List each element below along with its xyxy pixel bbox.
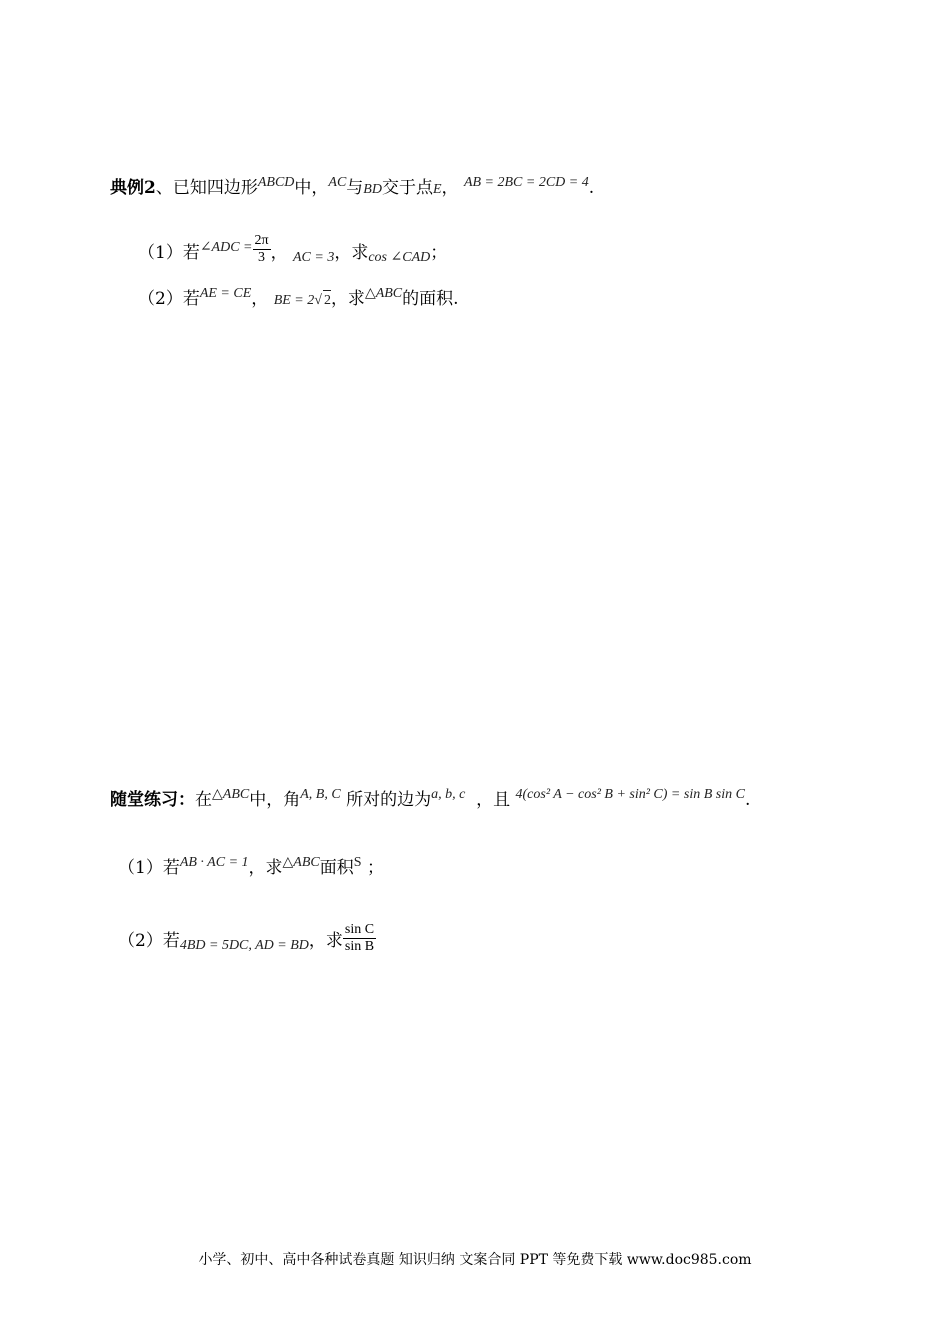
math-ab-equation: AB = 2BC = 2CD = 4 xyxy=(463,175,589,190)
math-triangle-abc: △ABC xyxy=(212,787,250,802)
fraction-numerator: sin C xyxy=(344,922,375,937)
practice-q1-number: （1）若 xyxy=(118,858,180,878)
question-2-text-2: ，求 xyxy=(330,289,365,309)
practice-q1-text-1: ，求 xyxy=(248,858,283,878)
example-label: 典例2 xyxy=(110,178,156,198)
fraction-sinc-sinb xyxy=(343,922,376,955)
practice-line xyxy=(110,787,751,812)
question-2-number: （2）若 xyxy=(138,289,200,309)
example-text-2: 中， xyxy=(294,178,329,198)
question-1-line xyxy=(138,233,448,270)
math-triangle-abc: △ABC xyxy=(364,286,403,301)
practice-q2-number: （2）若 xyxy=(118,931,180,951)
practice-q2-text-1: ，求 xyxy=(308,931,343,951)
example-text-5: ， xyxy=(441,178,459,198)
math-be: BE = 2 xyxy=(273,293,315,308)
footer-text: 小学、初中、高中各种试卷真题 知识归纳 文案合同 PPT 等免费下载 www.doc985.com xyxy=(198,1252,752,1268)
math-s: S xyxy=(353,855,362,870)
math-angle-adc: ∠ADC = xyxy=(199,240,253,255)
math-sides-abc: a, b, c xyxy=(431,787,466,802)
math-bd: BD xyxy=(363,182,382,197)
math-e: E xyxy=(432,182,442,197)
practice-q1-text-3: ； xyxy=(366,858,384,878)
fraction-numerator: 2π xyxy=(254,233,269,248)
example-sep: 、 xyxy=(155,178,173,198)
math-sqrt-radicand: 2 xyxy=(323,290,331,311)
fraction-2pi-3 xyxy=(253,233,271,266)
practice-q1-line xyxy=(118,855,384,880)
math-ac: AC xyxy=(328,175,347,190)
question-1-number: （1）若 xyxy=(138,243,200,263)
math-dot-product: AB · AC = 1 xyxy=(179,855,249,870)
math-ac-3: AC = 3 xyxy=(293,250,335,265)
question-2-text-1: ， xyxy=(251,289,269,309)
practice-text-3: 所对的边为 xyxy=(346,790,432,810)
math-ae-ce: AE = CE xyxy=(199,286,252,301)
math-abcd: ABCD xyxy=(257,175,295,190)
math-trig-equation: 4(cos² A − cos² B + sin² C) = sin B sin C xyxy=(515,787,745,802)
fraction-denominator: sin B xyxy=(344,939,375,954)
example-text-3: 与 xyxy=(346,178,364,198)
sqrt-sign-icon: √ xyxy=(314,293,322,308)
question-1-text-1: ， xyxy=(270,243,288,263)
math-bd-dc-ratio: 4BD = 5DC, AD = BD xyxy=(179,938,309,953)
example-text-6: . xyxy=(588,178,595,198)
practice-text-5: . xyxy=(744,790,751,810)
question-1-text-2: ，求 xyxy=(334,243,369,263)
example-line xyxy=(110,175,595,200)
math-angles-abc: A, B, C xyxy=(300,787,341,802)
math-cos-cad: cos ∠CAD xyxy=(368,250,431,265)
math-triangle-abc: △ABC xyxy=(282,855,320,870)
fraction-denominator: 3 xyxy=(258,250,266,265)
practice-q1-text-2: 面积 xyxy=(319,858,354,878)
practice-label: 随堂练习： xyxy=(110,790,195,810)
question-2-line xyxy=(138,286,459,311)
example-text-1: 已知四边形 xyxy=(172,178,258,198)
question-1-text-3: ； xyxy=(430,243,448,263)
practice-q2-line xyxy=(118,922,376,958)
practice-text-1: 在 xyxy=(195,790,212,810)
question-2-text-3: 的面积. xyxy=(402,289,459,309)
practice-text-2: 中，角 xyxy=(249,790,301,810)
practice-text-4: ，且 xyxy=(476,790,511,810)
example-text-4: 交于点 xyxy=(381,178,433,198)
